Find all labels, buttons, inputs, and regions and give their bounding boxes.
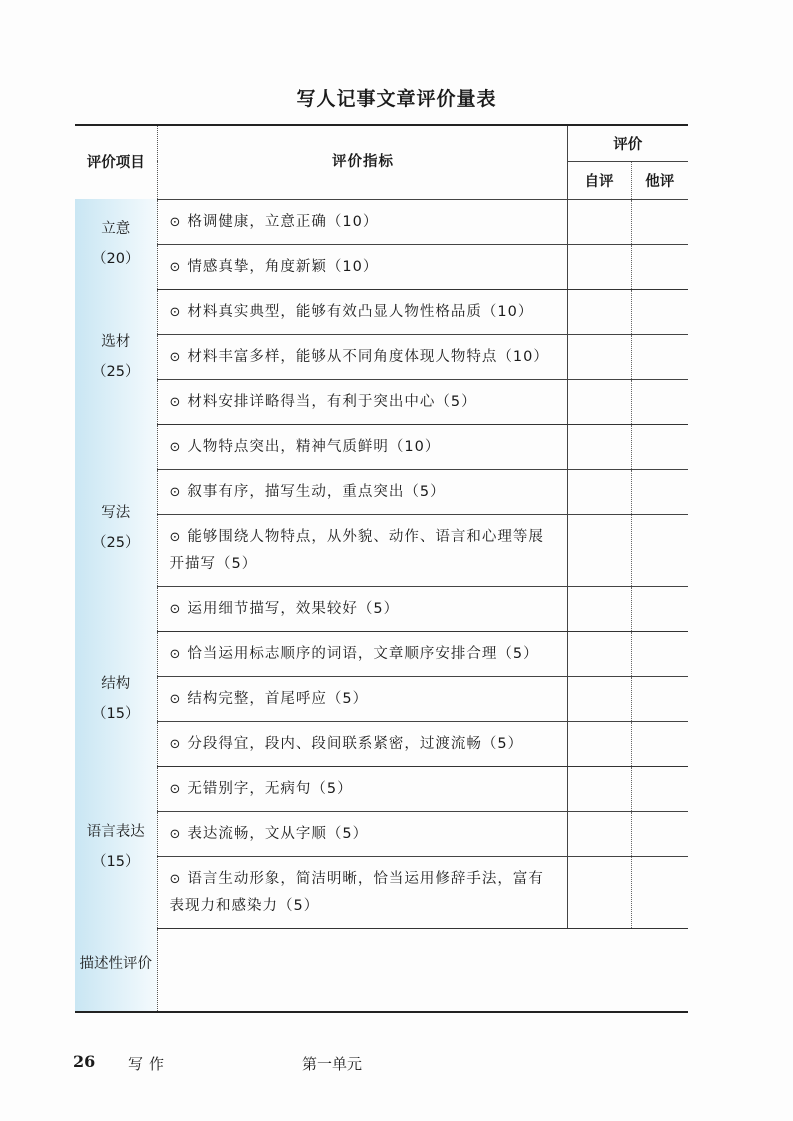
circle-dot-icon: ⊙ bbox=[169, 691, 182, 707]
circle-dot-icon: ⊙ bbox=[169, 601, 182, 617]
criterion-cell bbox=[157, 811, 567, 856]
criterion-cell bbox=[157, 586, 567, 631]
criterion-cell bbox=[157, 289, 567, 334]
table-row bbox=[75, 289, 688, 334]
self-eval-cell[interactable] bbox=[567, 289, 631, 334]
circle-dot-icon: ⊙ bbox=[169, 349, 182, 365]
self-eval-cell[interactable] bbox=[567, 379, 631, 424]
self-eval-cell[interactable] bbox=[567, 199, 631, 244]
item-name: 立意 bbox=[101, 221, 131, 237]
self-eval-cell[interactable] bbox=[567, 469, 631, 514]
criterion-cell bbox=[157, 676, 567, 721]
criterion-cell bbox=[157, 199, 567, 244]
table-row bbox=[75, 676, 688, 721]
criterion-cell bbox=[157, 244, 567, 289]
circle-dot-icon: ⊙ bbox=[169, 781, 182, 797]
table-row bbox=[75, 514, 688, 586]
item-name: 写法 bbox=[101, 504, 131, 521]
evaluation-table bbox=[75, 124, 688, 1013]
criterion-text: 叙事有序，描写生动，重点突出（5） bbox=[187, 483, 446, 500]
circle-dot-icon: ⊙ bbox=[169, 736, 182, 752]
criterion-text: 恰当运用标志顺序的词语，文章顺序安排合理（5） bbox=[187, 645, 539, 662]
item-cell bbox=[75, 766, 157, 928]
table-row bbox=[75, 586, 688, 631]
table-row bbox=[75, 856, 688, 928]
peer-eval-cell[interactable] bbox=[631, 244, 688, 289]
criterion-text: 格调健康，立意正确（10） bbox=[187, 213, 379, 230]
table-row bbox=[75, 631, 688, 676]
peer-eval-cell[interactable] bbox=[631, 586, 688, 631]
peer-eval-cell[interactable] bbox=[631, 379, 688, 424]
self-eval-cell[interactable] bbox=[567, 766, 631, 811]
criterion-cell bbox=[157, 379, 567, 424]
self-eval-cell[interactable] bbox=[567, 631, 631, 676]
page-number: 26 bbox=[73, 1052, 96, 1071]
self-eval-cell[interactable] bbox=[567, 856, 631, 928]
self-eval-cell[interactable] bbox=[567, 514, 631, 586]
criterion-text: 能够围绕人物特点，从外貌、动作、语言和心理等展开描写（5） bbox=[169, 528, 544, 572]
criterion-cell bbox=[157, 334, 567, 379]
table-row bbox=[75, 199, 688, 244]
circle-dot-icon: ⊙ bbox=[169, 826, 182, 842]
circle-dot-icon: ⊙ bbox=[169, 484, 182, 500]
item-cell bbox=[75, 289, 157, 424]
self-eval-cell[interactable] bbox=[567, 676, 631, 721]
table-row bbox=[75, 721, 688, 766]
peer-eval-cell[interactable] bbox=[631, 766, 688, 811]
circle-dot-icon: ⊙ bbox=[169, 214, 182, 230]
item-cell bbox=[75, 424, 157, 631]
criterion-text: 人物特点突出，精神气质鲜明（10） bbox=[187, 438, 441, 455]
circle-dot-icon: ⊙ bbox=[169, 871, 182, 887]
peer-eval-cell[interactable] bbox=[631, 721, 688, 766]
self-eval-cell[interactable] bbox=[567, 244, 631, 289]
criterion-cell bbox=[157, 424, 567, 469]
table-row bbox=[75, 469, 688, 514]
header-peer: 他评 bbox=[631, 161, 688, 199]
descriptive-row bbox=[75, 928, 688, 1012]
self-eval-cell[interactable] bbox=[567, 424, 631, 469]
criterion-cell bbox=[157, 856, 567, 928]
item-score: （15） bbox=[92, 705, 140, 722]
item-name: 结构 bbox=[101, 675, 131, 692]
item-cell bbox=[75, 199, 157, 289]
peer-eval-cell[interactable] bbox=[631, 631, 688, 676]
circle-dot-icon: ⊙ bbox=[169, 439, 182, 455]
header-evaluation: 评价 bbox=[567, 125, 688, 161]
item-cell bbox=[75, 631, 157, 766]
self-eval-cell[interactable] bbox=[567, 334, 631, 379]
peer-eval-cell[interactable] bbox=[631, 424, 688, 469]
item-name: 选材 bbox=[101, 333, 131, 350]
item-score: （20） bbox=[92, 251, 140, 267]
peer-eval-cell[interactable] bbox=[631, 334, 688, 379]
criterion-cell bbox=[157, 766, 567, 811]
circle-dot-icon: ⊙ bbox=[169, 529, 182, 545]
table-row bbox=[75, 811, 688, 856]
header-criteria: 评价指标 bbox=[157, 125, 567, 199]
criterion-text: 运用细节描写，效果较好（5） bbox=[187, 600, 400, 617]
item-score: （25） bbox=[92, 534, 140, 551]
criterion-text: 材料安排详略得当，有利于突出中心（5） bbox=[187, 393, 477, 410]
circle-dot-icon: ⊙ bbox=[169, 394, 182, 410]
peer-eval-cell[interactable] bbox=[631, 676, 688, 721]
descriptive-label: 描述性评价 bbox=[75, 928, 157, 1012]
criterion-text: 材料丰富多样，能够从不同角度体现人物特点（10） bbox=[187, 348, 549, 365]
table-row bbox=[75, 334, 688, 379]
criterion-text: 材料真实典型，能够有效凸显人物性格品质（10） bbox=[187, 303, 534, 320]
criterion-text: 表达流畅，文从字顺（5） bbox=[187, 825, 369, 842]
table-row bbox=[75, 379, 688, 424]
descriptive-input[interactable] bbox=[157, 928, 688, 1012]
footer-unit: 第一单元 bbox=[302, 1055, 363, 1073]
criterion-text: 语言生动形象，简洁明晰，恰当运用修辞手法，富有表现力和感染力（5） bbox=[169, 870, 544, 914]
peer-eval-cell[interactable] bbox=[631, 289, 688, 334]
criterion-text: 无错别字，无病句（5） bbox=[187, 780, 353, 797]
peer-eval-cell[interactable] bbox=[631, 469, 688, 514]
item-score: （15） bbox=[92, 854, 140, 870]
circle-dot-icon: ⊙ bbox=[169, 304, 182, 320]
self-eval-cell[interactable] bbox=[567, 586, 631, 631]
item-name: 语言表达 bbox=[86, 824, 145, 840]
header-item: 评价项目 bbox=[75, 125, 157, 199]
criterion-text: 情感真挚，角度新颖（10） bbox=[187, 258, 379, 275]
peer-eval-cell[interactable] bbox=[631, 199, 688, 244]
criterion-text: 结构完整，首尾呼应（5） bbox=[187, 690, 369, 707]
table-row bbox=[75, 244, 688, 289]
circle-dot-icon: ⊙ bbox=[169, 259, 182, 275]
header-self: 自评 bbox=[567, 161, 631, 199]
item-score: （25） bbox=[92, 363, 140, 380]
criterion-cell bbox=[157, 514, 567, 586]
criterion-cell bbox=[157, 631, 567, 676]
self-eval-cell[interactable] bbox=[567, 721, 631, 766]
table-row bbox=[75, 424, 688, 469]
circle-dot-icon: ⊙ bbox=[169, 646, 182, 662]
peer-eval-cell[interactable] bbox=[631, 811, 688, 856]
peer-eval-cell[interactable] bbox=[631, 856, 688, 928]
footer-section: 写作 bbox=[128, 1055, 171, 1073]
criterion-cell bbox=[157, 469, 567, 514]
criterion-text: 分段得宜，段内、段间联系紧密，过渡流畅（5） bbox=[187, 735, 524, 752]
page-title: 写人记事文章评价量表 bbox=[296, 88, 497, 110]
criterion-cell bbox=[157, 721, 567, 766]
table-row bbox=[75, 766, 688, 811]
peer-eval-cell[interactable] bbox=[631, 514, 688, 586]
self-eval-cell[interactable] bbox=[567, 811, 631, 856]
